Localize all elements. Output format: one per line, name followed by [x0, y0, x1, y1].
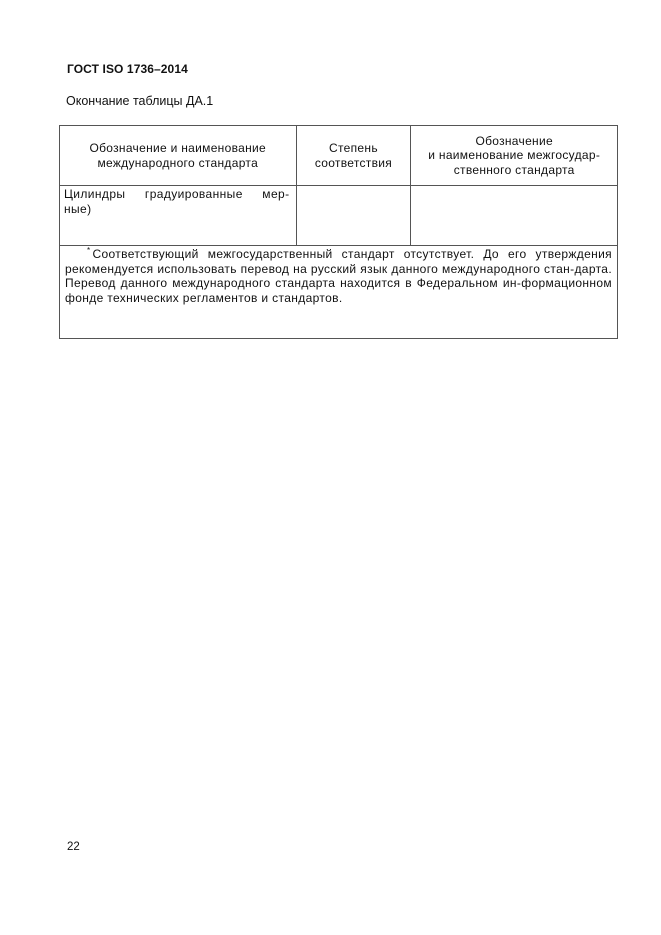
- column-header-line: Обозначение: [475, 133, 553, 148]
- column-header-line: Обозначение и наименование: [89, 141, 267, 155]
- page-number: 22: [67, 841, 80, 853]
- column-header-interstate-standard: [411, 126, 618, 186]
- column-header-line: международного стандарта: [97, 155, 259, 170]
- column-header-line: соответствия: [314, 155, 393, 170]
- standards-correspondence-table: [59, 125, 618, 339]
- column-header-line: и наименование межгосудар-: [428, 148, 601, 163]
- column-header-line: Степень: [329, 141, 378, 155]
- column-header-line: ственного стандарта: [453, 162, 575, 177]
- table-footnote-row: [60, 246, 618, 339]
- interstate-standard-cell: [411, 186, 618, 246]
- table-header-row: [60, 126, 618, 186]
- footnote-marker: *: [87, 246, 91, 255]
- cell-text-line: Цилиндры градуированные мер-: [64, 187, 290, 201]
- table-caption: Окончание таблицы ДА.1: [66, 94, 214, 108]
- cell-text-line: ные): [64, 201, 92, 216]
- footnote-text: Соответствующий межгосударственный стандарт отсутствует. До его утверждения рекомендуется использовать перевод на русский язык данного международного стан-дарта. Перевод данного международного стандарта находится в Федеральном ин-формационном фонде технических регламентов и стандартов.: [65, 247, 612, 305]
- table-row: [60, 186, 618, 246]
- column-header-international-standard: [60, 126, 297, 186]
- degree-of-correspondence-cell: [296, 186, 411, 246]
- footnote-cell: [60, 246, 618, 339]
- international-standard-cell: [60, 186, 297, 246]
- column-header-degree-of-correspondence: [296, 126, 411, 186]
- document-code-header: ГОСТ ISO 1736–2014: [67, 62, 188, 76]
